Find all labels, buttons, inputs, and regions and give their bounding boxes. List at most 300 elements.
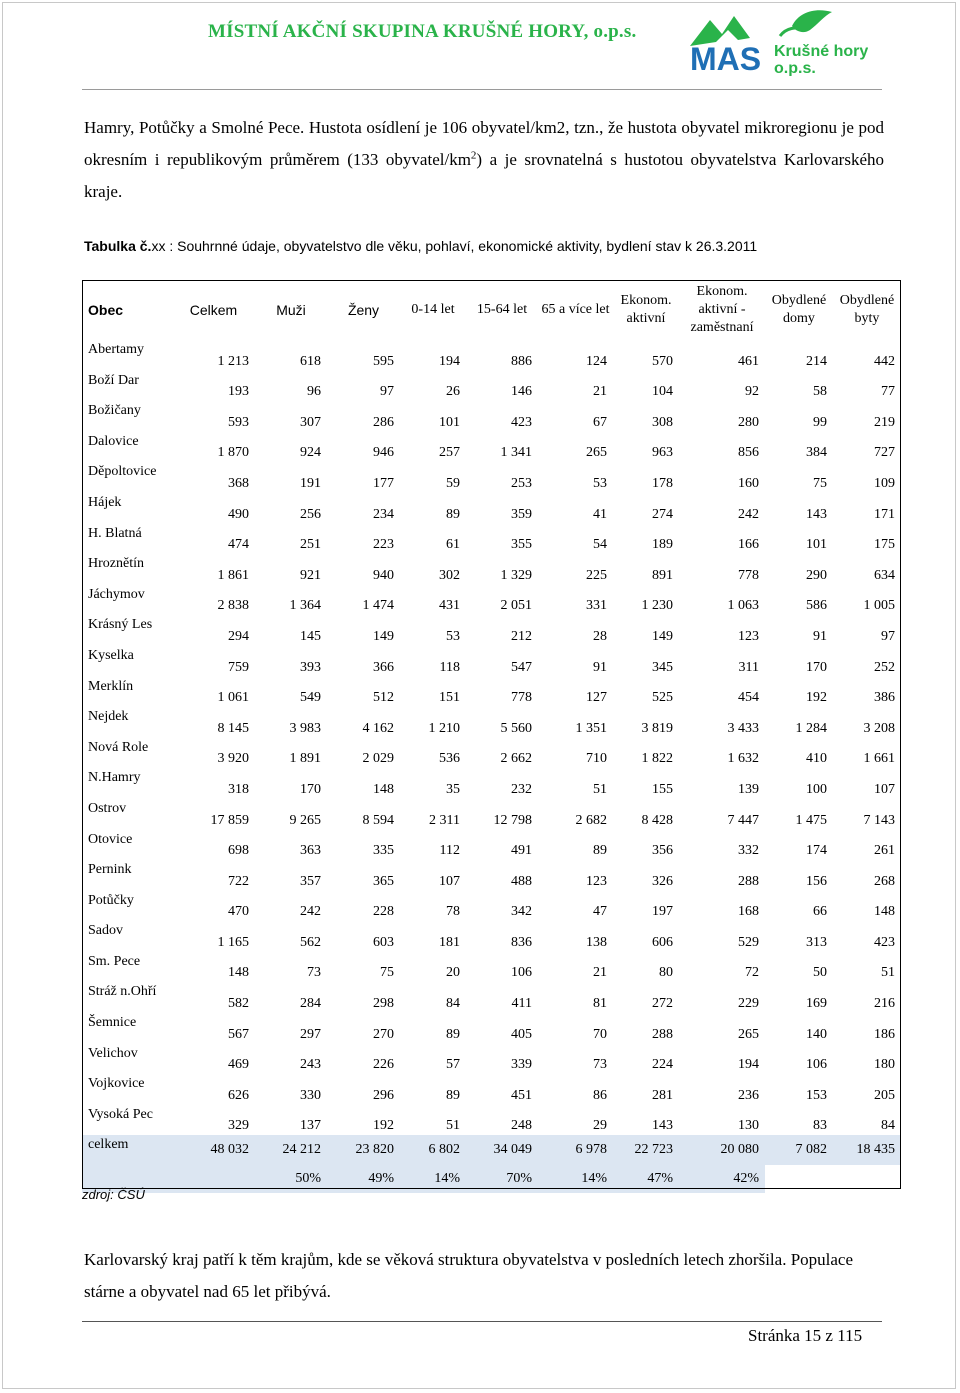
row-value: 9 265 (289, 812, 321, 828)
col-header-age-15-64: 15-64 let (476, 302, 528, 317)
intro-text-part2: ) a je srovnatelná s hustotou obyvatelstva Karlovarského kraje. (84, 150, 884, 201)
percent-value: 50% (255, 1165, 327, 1193)
row-value: 280 (738, 414, 759, 430)
row-value: 3 983 (289, 720, 321, 736)
table-row (82, 982, 901, 1013)
row-value: 8 594 (362, 812, 394, 828)
row-name: Stráž n.Ohří (88, 984, 157, 1000)
row-name: Nová Role (88, 739, 149, 755)
row-value: 17 859 (210, 812, 249, 828)
table-row (82, 1105, 901, 1136)
row-name: Potůčky (88, 892, 134, 908)
percent-value: 47% (613, 1165, 679, 1193)
row-value: 302 (439, 567, 460, 583)
row-value: 242 (300, 904, 321, 920)
row-value: 567 (228, 1026, 249, 1042)
row-value: 1 341 (500, 445, 532, 461)
table-row (82, 799, 901, 830)
col-header-econ-employed: Ekonom. aktivní - zaměstnaní (690, 284, 754, 335)
row-value: 91 (593, 659, 607, 675)
row-value: 51 (446, 1118, 460, 1134)
row-value: 586 (806, 598, 827, 614)
row-value: 251 (300, 537, 321, 553)
row-value: 357 (300, 873, 321, 889)
row-value: 1 632 (727, 751, 759, 767)
row-value: 257 (439, 445, 460, 461)
caption-label: Tabulka č. (84, 238, 152, 254)
row-value: 562 (300, 934, 321, 950)
row-value: 8 428 (641, 812, 673, 828)
row-value: 308 (652, 414, 673, 430)
intro-text-part1: Hamry, Potůčky a Smolné Pece. Hustota osídlení je 106 obyvatel/km2, tzn., že hustota obyvatel mikroregionu je pod okresním i republikovým průměrem (133 obyvatel/km (84, 118, 884, 169)
row-name: Sm. Pece (88, 953, 141, 969)
row-value: 886 (511, 353, 532, 369)
row-value: 332 (738, 843, 759, 859)
row-value: 109 (874, 475, 895, 491)
table-row (82, 891, 901, 922)
outro-paragraph: Karlovarský kraj patří k těm krajům, kde se věková struktura obyvatelstva v posledních letech zhoršila. Populace stárne a obyvatel nad 65 let přibývá. (84, 1250, 854, 1301)
table-row (82, 738, 901, 769)
header-title: MÍSTNÍ AKČNÍ SKUPINA KRUŠNÉ HORY, o.p.s. (208, 21, 637, 42)
row-value: 123 (586, 873, 607, 889)
row-value: 595 (373, 353, 394, 369)
row-value: 634 (874, 567, 895, 583)
row-value: 570 (652, 353, 673, 369)
table-header-row (82, 280, 901, 340)
row-value: 170 (300, 781, 321, 797)
row-value: 8 145 (217, 720, 249, 736)
row-value: 722 (228, 873, 249, 889)
table-row (82, 952, 901, 983)
row-value: 318 (228, 781, 249, 797)
row-value: 313 (806, 934, 827, 950)
row-value: 529 (738, 934, 759, 950)
row-value: 180 (874, 1057, 895, 1073)
row-name: Hroznětín (88, 556, 144, 572)
row-name: Sadov (88, 923, 123, 939)
col-header-muzi: Muži (276, 302, 306, 318)
row-value: 1 329 (500, 567, 532, 583)
row-name: Vojkovice (88, 1076, 145, 1092)
total-label: celkem (82, 1135, 172, 1165)
row-value: 2 051 (500, 598, 532, 614)
row-value: 189 (652, 537, 673, 553)
row-value: 710 (586, 751, 607, 767)
row-value: 1 210 (428, 720, 460, 736)
row-value: 232 (511, 781, 532, 797)
row-value: 281 (652, 1087, 673, 1103)
row-value: 727 (874, 445, 895, 461)
row-value: 41 (593, 506, 607, 522)
row-value: 181 (439, 934, 460, 950)
row-value: 1 230 (641, 598, 673, 614)
logo-line2-text: o.p.s. (774, 60, 816, 76)
row-value: 296 (373, 1087, 394, 1103)
row-value: 423 (511, 414, 532, 430)
row-value: 1 061 (217, 690, 249, 706)
row-value: 66 (813, 904, 827, 920)
row-value: 101 (806, 537, 827, 553)
row-value: 51 (881, 965, 895, 981)
row-value: 229 (738, 996, 759, 1012)
table-row (82, 860, 901, 891)
row-value: 67 (593, 414, 607, 430)
percent-value: 70% (466, 1165, 538, 1193)
total-value: 34 049 (466, 1135, 538, 1165)
total-value: 18 435 (833, 1135, 901, 1165)
row-value: 2 682 (575, 812, 607, 828)
row-value: 243 (300, 1057, 321, 1073)
row-value: 491 (511, 843, 532, 859)
table-row (82, 524, 901, 555)
row-value: 168 (738, 904, 759, 920)
table-row (82, 646, 901, 677)
row-value: 442 (874, 353, 895, 369)
row-name: Boží Dar (88, 372, 139, 388)
col-header-age-65: 65 a více let (541, 302, 610, 317)
col-header-zeny: Ženy (347, 302, 380, 318)
row-value: 214 (806, 353, 827, 369)
row-value: 137 (300, 1118, 321, 1134)
row-value: 330 (300, 1087, 321, 1103)
row-value: 118 (439, 659, 460, 675)
col-header-celkem: Celkem (189, 302, 238, 318)
row-value: 253 (511, 475, 532, 491)
row-value: 106 (806, 1057, 827, 1073)
row-value: 329 (228, 1118, 249, 1134)
row-name: Vysoká Pec (88, 1106, 153, 1122)
table-source: zdroj: ČSÚ (82, 1187, 145, 1202)
col-header-obec: Obec (88, 302, 124, 318)
table-row (82, 921, 901, 952)
row-name: Pernink (88, 862, 132, 878)
table-row (82, 554, 901, 585)
row-value: 1 005 (863, 598, 895, 614)
total-value: 24 212 (255, 1135, 327, 1165)
total-value: 20 080 (679, 1135, 765, 1165)
row-value: 265 (586, 445, 607, 461)
row-value: 3 920 (217, 751, 249, 767)
caption-text: xx : Souhrnné údaje, obyvatelstvo dle věku, pohlaví, ekonomické aktivity, bydlení stav k 26.3.2011 (151, 238, 758, 254)
row-value: 100 (806, 781, 827, 797)
row-value: 366 (373, 659, 394, 675)
row-value: 96 (307, 384, 321, 400)
row-value: 759 (228, 659, 249, 675)
row-name: Děpoltovice (88, 464, 157, 480)
table-row (82, 371, 901, 402)
row-value: 107 (874, 781, 895, 797)
col-header-age-0-14: 0-14 let (411, 302, 455, 317)
page-number: Stránka 15 z 115 (748, 1326, 863, 1345)
row-value: 29 (593, 1118, 607, 1134)
total-value: 22 723 (613, 1135, 679, 1165)
row-value: 191 (300, 475, 321, 491)
table-row (82, 1013, 901, 1044)
row-value: 84 (446, 996, 460, 1012)
row-value: 1 063 (727, 598, 759, 614)
row-value: 311 (738, 659, 759, 675)
row-value: 1 891 (289, 751, 321, 767)
row-value: 525 (652, 690, 673, 706)
row-value: 106 (511, 965, 532, 981)
row-value: 104 (652, 384, 673, 400)
row-value: 268 (874, 873, 895, 889)
row-value: 138 (586, 934, 607, 950)
row-value: 451 (511, 1087, 532, 1103)
row-value: 411 (511, 996, 532, 1012)
footer-divider (82, 1321, 882, 1322)
row-value: 61 (446, 537, 460, 553)
row-value: 51 (593, 781, 607, 797)
row-value: 248 (511, 1118, 532, 1134)
row-name: H. Blatná (88, 525, 142, 541)
row-value: 1 822 (641, 751, 673, 767)
row-value: 160 (738, 475, 759, 491)
row-value: 1 364 (289, 598, 321, 614)
row-value: 335 (373, 843, 394, 859)
mas-logo (688, 6, 868, 76)
row-value: 223 (373, 537, 394, 553)
row-value: 547 (511, 659, 532, 675)
row-value: 20 (446, 965, 460, 981)
row-value: 290 (806, 567, 827, 583)
row-value: 359 (511, 506, 532, 522)
row-value: 124 (586, 353, 607, 369)
row-value: 345 (652, 659, 673, 675)
row-value: 294 (228, 628, 249, 644)
table-body (82, 340, 901, 1193)
row-value: 363 (300, 843, 321, 859)
row-value: 123 (738, 628, 759, 644)
row-value: 284 (300, 996, 321, 1012)
row-value: 355 (511, 537, 532, 553)
row-value: 130 (738, 1118, 759, 1134)
row-value: 143 (652, 1118, 673, 1134)
row-value: 836 (511, 934, 532, 950)
row-value: 35 (446, 781, 460, 797)
table-row (82, 340, 901, 371)
total-value: 7 082 (765, 1135, 833, 1165)
row-value: 307 (300, 414, 321, 430)
table-row (82, 585, 901, 616)
row-value: 2 838 (217, 598, 249, 614)
row-value: 431 (439, 598, 460, 614)
row-name: Božičany (88, 403, 141, 419)
row-value: 488 (511, 873, 532, 889)
percent-value: 42% (679, 1165, 765, 1193)
row-value: 2 029 (362, 751, 394, 767)
row-value: 97 (380, 384, 394, 400)
row-value: 1 870 (217, 445, 249, 461)
row-value: 365 (373, 873, 394, 889)
row-value: 2 311 (429, 812, 460, 828)
row-value: 368 (228, 475, 249, 491)
table-row (82, 1044, 901, 1075)
logo-line1-text: Krušné hory (774, 43, 868, 60)
row-value: 474 (228, 537, 249, 553)
row-value: 225 (586, 567, 607, 583)
table-row (82, 768, 901, 799)
row-value: 70 (593, 1026, 607, 1042)
row-value: 963 (652, 445, 673, 461)
row-value: 112 (439, 843, 460, 859)
row-value: 1 284 (795, 720, 827, 736)
row-value: 174 (806, 843, 827, 859)
row-name: Abertamy (88, 342, 144, 357)
row-value: 148 (228, 965, 249, 981)
row-value: 270 (373, 1026, 394, 1042)
row-value: 193 (228, 384, 249, 400)
row-value: 216 (874, 996, 895, 1012)
row-value: 288 (652, 1026, 673, 1042)
row-value: 3 819 (641, 720, 673, 736)
table-row (82, 432, 901, 463)
table-caption (84, 238, 757, 254)
row-value: 192 (806, 690, 827, 706)
row-value: 72 (745, 965, 759, 981)
row-value: 219 (874, 414, 895, 430)
row-value: 582 (228, 996, 249, 1012)
row-name: Nejdek (88, 709, 129, 725)
row-value: 1 475 (795, 812, 827, 828)
row-value: 166 (738, 537, 759, 553)
row-value: 234 (373, 506, 394, 522)
row-value: 186 (874, 1026, 895, 1042)
row-value: 12 798 (493, 812, 532, 828)
row-value: 331 (586, 598, 607, 614)
row-name: Hájek (88, 494, 122, 510)
row-name: Velichov (88, 1045, 138, 1061)
row-value: 151 (439, 690, 460, 706)
row-name: Kyselka (88, 647, 134, 663)
row-value: 256 (300, 506, 321, 522)
percent-empty (172, 1165, 255, 1193)
total-value: 23 820 (327, 1135, 400, 1165)
row-value: 92 (745, 384, 759, 400)
row-value: 778 (511, 690, 532, 706)
row-value: 143 (806, 506, 827, 522)
row-value: 58 (813, 384, 827, 400)
row-value: 148 (373, 781, 394, 797)
percent-value: 14% (538, 1165, 613, 1193)
row-value: 148 (874, 904, 895, 920)
row-value: 356 (652, 843, 673, 859)
row-value: 75 (380, 965, 394, 981)
row-value: 78 (446, 904, 460, 920)
row-value: 274 (652, 506, 673, 522)
row-value: 265 (738, 1026, 759, 1042)
row-value: 512 (373, 690, 394, 706)
row-value: 169 (806, 996, 827, 1012)
percent-value: 14% (400, 1165, 466, 1193)
row-value: 423 (874, 934, 895, 950)
row-value: 393 (300, 659, 321, 675)
col-header-flats: Obydlené byty (839, 293, 895, 326)
total-value: 48 032 (172, 1135, 255, 1165)
population-table (82, 280, 901, 1193)
row-value: 454 (738, 690, 759, 706)
header-divider (82, 89, 882, 90)
row-value: 924 (300, 445, 321, 461)
row-value: 286 (373, 414, 394, 430)
row-value: 2 662 (500, 751, 532, 767)
row-value: 4 162 (362, 720, 394, 736)
row-value: 1 213 (217, 353, 249, 369)
row-value: 178 (652, 475, 673, 491)
row-value: 5 560 (500, 720, 532, 736)
row-value: 7 447 (727, 812, 759, 828)
row-value: 3 208 (863, 720, 895, 736)
row-value: 54 (593, 537, 607, 553)
row-value: 26 (446, 384, 460, 400)
row-value: 177 (373, 475, 394, 491)
row-name: Dalovice (88, 433, 139, 449)
row-value: 127 (586, 690, 607, 706)
row-value: 410 (806, 751, 827, 767)
row-value: 99 (813, 414, 827, 430)
row-value: 149 (373, 628, 394, 644)
row-value: 1 474 (362, 598, 394, 614)
row-value: 384 (806, 445, 827, 461)
row-value: 86 (593, 1087, 607, 1103)
row-value: 75 (813, 475, 827, 491)
row-value: 298 (373, 996, 394, 1012)
table-total-row (82, 1135, 901, 1165)
row-value: 252 (874, 659, 895, 675)
row-value: 272 (652, 996, 673, 1012)
row-value: 212 (511, 628, 532, 644)
row-name: Merklín (88, 678, 134, 694)
row-value: 470 (228, 904, 249, 920)
row-value: 3 433 (727, 720, 759, 736)
row-value: 146 (511, 384, 532, 400)
row-value: 618 (300, 353, 321, 369)
row-value: 107 (439, 873, 460, 889)
row-value: 197 (652, 904, 673, 920)
row-value: 593 (228, 414, 249, 430)
col-header-econ-active: Ekonom. aktivní (620, 293, 672, 326)
row-value: 89 (446, 506, 460, 522)
row-value: 57 (446, 1057, 460, 1073)
row-value: 101 (439, 414, 460, 430)
row-value: 226 (373, 1057, 394, 1073)
row-value: 1 351 (575, 720, 607, 736)
row-value: 228 (373, 904, 394, 920)
table-row (82, 493, 901, 524)
row-value: 7 143 (863, 812, 895, 828)
row-value: 386 (874, 690, 895, 706)
row-value: 50 (813, 965, 827, 981)
row-name: Krásný Les (88, 617, 153, 633)
row-value: 891 (652, 567, 673, 583)
table-row (82, 677, 901, 708)
row-value: 339 (511, 1057, 532, 1073)
percent-value: 49% (327, 1165, 400, 1193)
percent-blank (765, 1165, 833, 1193)
percent-blank (833, 1165, 901, 1193)
row-value: 139 (738, 781, 759, 797)
row-value: 28 (593, 628, 607, 644)
row-value: 145 (300, 628, 321, 644)
row-value: 1 165 (217, 934, 249, 950)
table-row (82, 1074, 901, 1105)
row-value: 405 (511, 1026, 532, 1042)
row-value: 297 (300, 1026, 321, 1042)
row-value: 59 (446, 475, 460, 491)
row-value: 81 (593, 996, 607, 1012)
row-value: 940 (373, 567, 394, 583)
row-value: 288 (738, 873, 759, 889)
